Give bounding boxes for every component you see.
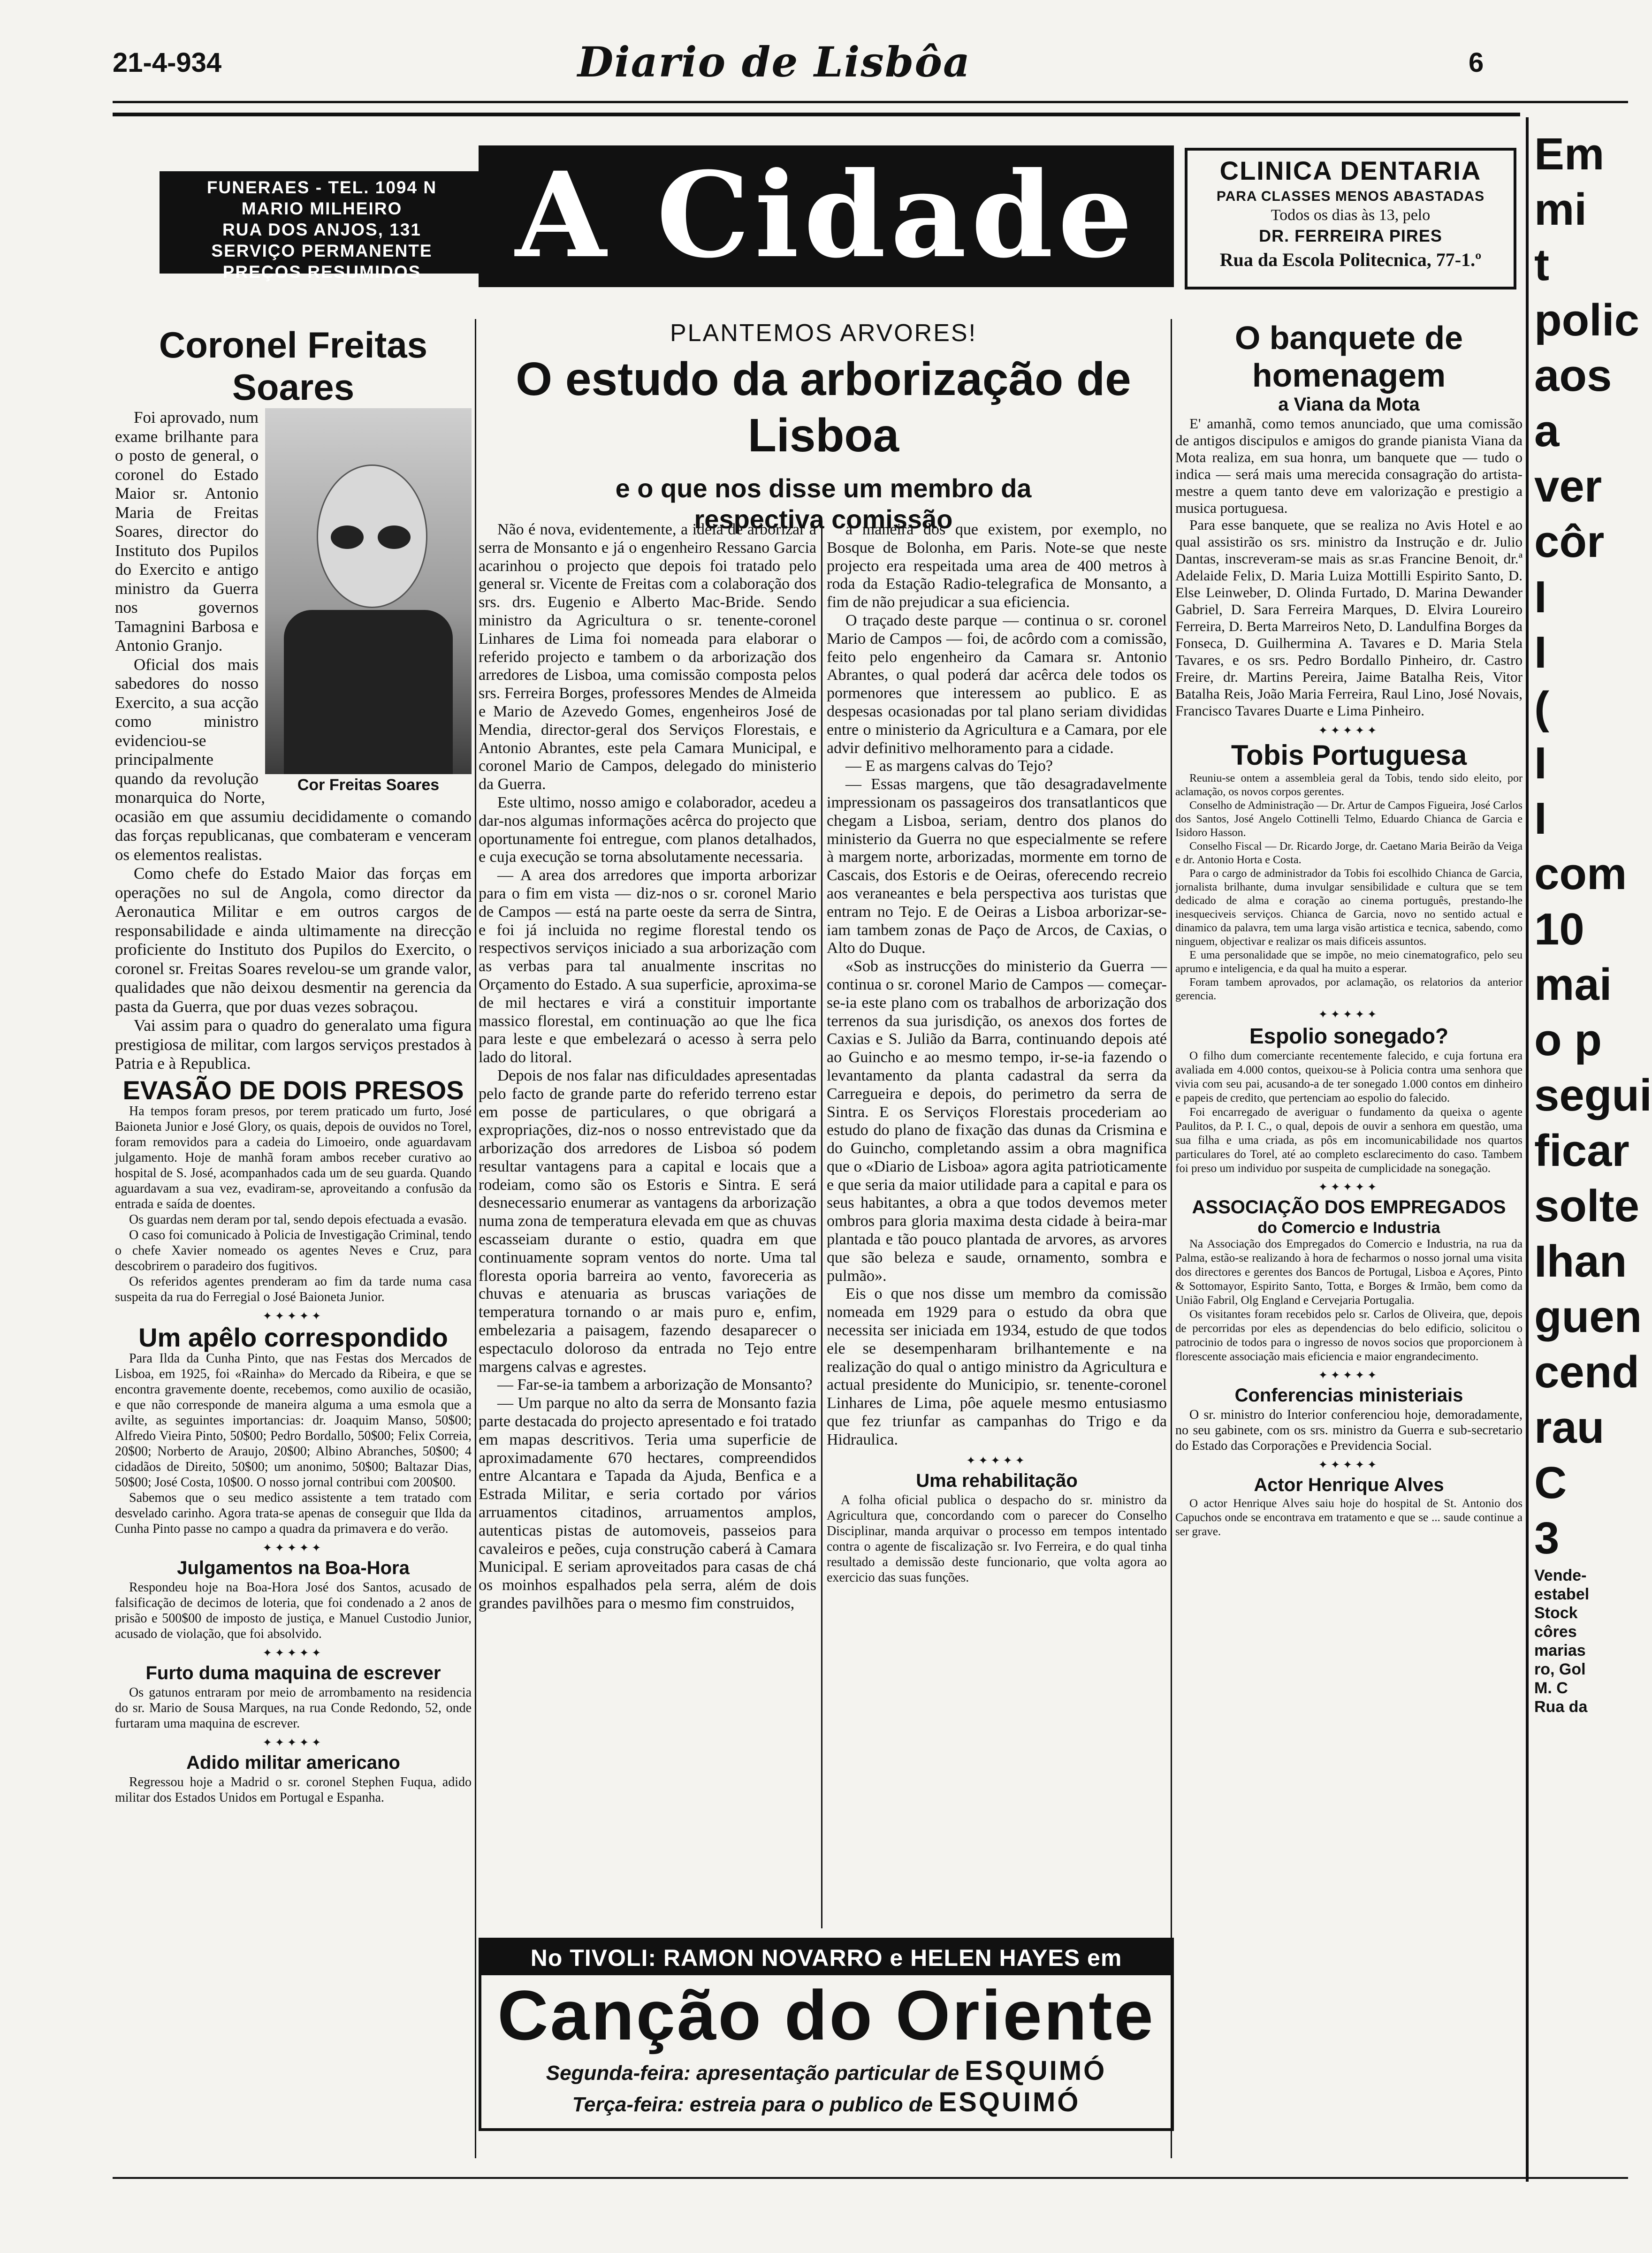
strip-fragment: I — [1534, 793, 1547, 844]
article-body — [827, 521, 1167, 1449]
funeral-ad-line: FUNERAES - TEL. 1094 N — [206, 178, 437, 197]
cinema-ad-text: Terça-feira: estreia para o publico de — [572, 2093, 933, 2116]
strip-fragment: estabel — [1534, 1585, 1590, 1603]
article-headline: Uma rehabilitação — [916, 1470, 1078, 1491]
strip-fragment: mai — [1534, 959, 1612, 1010]
article-kicker: PLANTEMOS ARVORES! — [670, 320, 977, 347]
paragraph: Depois de nos falar nas dificuldades apresentadas pelo facto de grande parte do referido terreno estar em posse de particulares, o que obrigará a expropriações, diz-nos o nosso entrevistado que da arborização dos arredores de Lisboa só podem resultar vantagens para a capital e locais que a rodeiam, como são os Estoris e Sintra. E será desnecessario enumerar as vantagens da arborização numa zona de temperatura elevada em que as chuvas escasseiam durante o estio, quadra em que continuamente sopram ventos do norte. Uma tal floresta oporia barreira ao vento, favoreceria as chuvas e atenuaria as bruscas variações de temperatura tornando o ar mais puro e, enfim, embelezaria a paisagem, fazendo desaparecer o espectaculo doloroso da entrada no Tejo entre margens calvas e agrestes. — [479, 1066, 816, 1376]
paragraph: A folha oficial publica o despacho do sr. ministro da Agricultura que, concordando com o parecer do Conselho Disciplinar, manda arquivar o processo em tempos intentado contra o agente de fiscalização sr. Ivo Ferreira, e do qual tinha resultado a demissão deste funcionario, que volta agora ao exercicio das suas funções. — [827, 1492, 1167, 1585]
strip-fragment: mi — [1534, 184, 1587, 235]
page-number: 6 — [1469, 47, 1484, 78]
article-body — [827, 1492, 1167, 1585]
cinema-ad-title: Canção do Oriente — [497, 1976, 1155, 2055]
paragraph: Para o cargo de administrador da Tobis foi escolhido Chianca de Garcia, jornalista brilhante, duma invulgar sensibilidade e cultura que se tem dedicado de alma e coração ao cinema português, prestando-lhe inesqueciveis serviços. Chianca de Garcia, novo no sentido actual e dinamico da palavra, tem uma larga visão artistica e tecnica, sabendo, como ninguem, objectivar e realizar os mais dificeis assuntos. — [1175, 868, 1523, 948]
article-headline: O estudo da arborização de Lisboa — [516, 353, 1131, 462]
strip-fragment: Em — [1534, 129, 1605, 179]
paragraph: Para Ilda da Cunha Pinto, que nas Festas dos Mercados de Lisboa, em 1925, foi «Rainha» do Mercado da Ribeira, e que se encontra gravemente doente, recebemos, como auxilio de ocasião, e que não corresponde de maneira alguma a uma esmola que a avilte, as seguintes importancias: dr. Joaquim Manso, 50$00; Alfredo Vieira Pinto, 50$00; Pedro Bordallo, 50$00; Felix Correia, 20$00; Norberto de Araujo, 20$00; Albino Abranches, 50$00; 4 cidadãos de Direito, 50$00; um anonimo, 50$00; Baltazar Dias, 50$00; José Costa, 10$00. O nosso jornal contribui com 200$00. — [115, 1351, 472, 1490]
cinema-ad-brand: ESQUIMÓ — [938, 2087, 1081, 2117]
strip-fragment: Ihan — [1534, 1236, 1627, 1286]
article-headline: Adido militar americano — [186, 1752, 400, 1773]
divider: ✦✦✦✦✦ — [1318, 724, 1380, 737]
portrait-glasses — [331, 525, 411, 549]
paragraph: E' amanhã, como temos anunciado, que uma comissão de antigos discipulos e amigos do grande pianista Viana da Mota realiza, em sua honra, um banquete que — tudo o indica — será mais uma merecida consagração do artista-mestre a quem tanto deve em valorização e prestigio a musica portuguesa. — [1175, 415, 1523, 516]
newspaper-title: Diario de Lisbôa — [577, 38, 971, 86]
paragraph: Conselho de Administração — Dr. Artur de Campos Figueira, José Carlos dos Santos, José Angelo Cottinelli Telmo, Eduardo Chianca de Garcia e Isidoro Hasson. — [1175, 799, 1523, 839]
paragraph: Este ultimo, nosso amigo e colaborador, acedeu a dar-nos algumas informações acêrca do projecto que oportunamente foi entregue, com planos detalhados, e cuja execução se torna absolutamente necessaria. — [479, 793, 816, 866]
paragraph: Para esse banquete, que se realiza no Avis Hotel e ao qual assistirão os srs. ministro da Instrução e dr. Julio Dantas, inscreveram-se mais as sr.as Francine Benoit, dr.ª Adelaide Felix, D. Maria Luiza Mottilli Espirito Santo, D. Else Leinweber, D. Olinda Furtado, D. Marina Dewander Gabriel, D. Sara Ferreira Marques, D. Elvira Loureiro Ferreira, D. Berta Marreiros Neto, D. Landulfina Borges da Fonseca, D. Guilhermina A. Tavares e D. Maria Stela Tavares, e os srs. Pedro Bordallo Pinheiro, dr. Castro Freire, dr. Martins Pereira, Jaime Batalha Reis, Vitor Batalha Reis, João Maria Ferreira, Raul Lino, José Novais, Francisco Tavares Duarte e Lima Pinheiro. — [1175, 517, 1523, 719]
portrait-uniform — [284, 610, 453, 774]
article-body — [115, 1774, 472, 1805]
funeral-ad-line: PREÇOS RESUMIDOS — [222, 262, 421, 282]
article-subhead: a Viana da Mota — [1278, 394, 1420, 415]
article-headline: EVASÃO DE DOIS PRESOS — [122, 1075, 464, 1105]
paragraph: Na Associação dos Empregados do Comercio e Industria, na rua da Palma, estão-se realizando à hora de fecharmos o nosso jornal uma visita dos directores e gerentes dos Bancos de Portugal, Lisboa e Açores, Pinto & Sottomayor, Espirito Santo, Totta, e Borges & Irmão, bem como da União Fabril, Olg England e Cervejaria Portugalia. — [1175, 1238, 1523, 1307]
article-body — [479, 521, 816, 1613]
paragraph: à maneira dos que existem, por exemplo, no Bosque de Bolonha, em Paris. Note-se que neste projecto era respeitada uma area de 400 metros à roda da Estação Radio-telegrafica de Monsanto, a fim de não prejudicar a sua eficiencia. — [827, 521, 1167, 611]
strip-fragment: Vende- — [1534, 1567, 1587, 1584]
paragraph: Respondeu hoje na Boa-Hora José dos Santos, acusado de falsificação de decimos de loteria, que foi condenado a 2 anos de prisão e 500$00 de imposto de justiça, e Manuel Custodio Junior, acusado de violação, que foi absolvido. — [115, 1580, 472, 1641]
article-body — [115, 1104, 472, 1305]
article-body — [1175, 1407, 1523, 1454]
column-rule — [821, 521, 822, 1928]
issue-date: 21-4-934 — [113, 47, 222, 78]
photo-caption: Cor Freitas Soares — [297, 776, 440, 794]
paragraph: — Essas margens, que tão desagradavelmente impressionam os passageiros dos transatlanticos que chegam a Lisboa, seriam, dentro dos planos do ministerio da Guerra no que especialmente se refere à margem norte, arborizadas, mormente em torno de Cascais, dos Estoris e de Oeiras, oferecendo recreio aos veraneantes e bela perspectiva aos turistas que entram no Tejo. E de Oeiras a Lisboa arborizar-se-iam tambem zonas de Paço de Arcos, de Caxias, o Alto do Duque. — [827, 776, 1167, 957]
strip-fragment: aos — [1534, 350, 1612, 401]
strip-fragment: I — [1534, 627, 1547, 677]
header-rule — [113, 101, 1628, 103]
center-column-a — [479, 521, 816, 1928]
article-body — [1175, 1049, 1523, 1176]
article-body — [1175, 772, 1523, 1003]
strip-fragment: ro, Gol — [1534, 1660, 1586, 1678]
footer-rule — [113, 2177, 1628, 2179]
paragraph: Os visitantes foram recebidos pelo sr. Carlos de Oliveira, que, depois de percorridas por eles as dependencias do belo edificio, solicitou o patrocinio de todos para o ingresso de novos socios que proporcionem à florescente associação mais eficiencia e maior engrandecimento. — [1175, 1308, 1523, 1363]
article-body — [1175, 1237, 1523, 1364]
paragraph: Regressou hoje a Madrid o sr. coronel Stephen Fuqua, adido militar dos Estados Unidos em Portugal e Espanha. — [115, 1774, 472, 1805]
paragraph: O filho dum comerciante recentemente falecido, e cuja fortuna era avaliada em 4.000 contos, queixou-se à Policia contra uma senhora que vivia com seu pai, acusando-a de ter sonegado 1.000 contos em dinheiro e papeis de credito, que pertenciam ao espolio do falecido. — [1175, 1050, 1523, 1104]
paragraph: — Um parque no alto da serra de Monsanto fazia parte destacada do projecto apresentado e foi tratado em mapas descritivos. Teria uma superficie de aproximadamente 670 hectares, compreendidos entre Alcantara e Tapada da Ajuda, Benfica e a Estrada Militar, e seria cortado por vários arruamentos citadinos, arruamentos amplos, autenticas pistas de automoveis, passeios para cavaleiros e peões, cuja construção caberá à Camara Municipal. E seriam aproveitados para casas de chá os moinhos espalhados pela serra, além de dois grandes pavilhões para o mesmo fim construidos, — [479, 1394, 816, 1613]
strip-fragment: côr — [1534, 517, 1605, 567]
paragraph: O caso foi comunicado à Policia de Investigação Criminal, tendo o chefe Xavier nomeado os agentes Neves e Cruz, para descobrirem o paradeiro dos fugitivos. — [115, 1227, 472, 1273]
article-headline: Actor Henrique Alves — [1254, 1475, 1444, 1495]
funeral-ad-line: MARIO MILHEIRO — [241, 199, 403, 218]
article-body — [115, 1685, 472, 1731]
masthead-text: A Cidade — [515, 146, 1137, 284]
center-column-b — [827, 521, 1167, 1928]
divider: ✦✦✦✦✦ — [262, 1646, 324, 1659]
paragraph: — E as margens calvas do Tejo? — [845, 757, 1053, 775]
strip-fragment: com — [1534, 849, 1627, 899]
article-body — [1175, 415, 1523, 719]
paragraph: E uma personalidade que se impõe, no meio cinematografico, pelo seu aprumo e inteligencia, e da qual ha muito a esperar. — [1175, 949, 1523, 975]
article-headline: Conferencias ministeriais — [1234, 1385, 1463, 1406]
article-body — [115, 1580, 472, 1642]
strip-fragment: segui — [1534, 1070, 1652, 1120]
article-subhead: do Comercio e Industria — [1257, 1219, 1440, 1237]
strip-fragment: o p — [1534, 1015, 1602, 1065]
divider: ✦✦✦✦✦ — [1318, 1180, 1380, 1194]
divider: ✦✦✦✦✦ — [1318, 1369, 1380, 1382]
portrait-photo — [265, 408, 472, 774]
article-headline: Um apêlo correspondido — [138, 1322, 448, 1352]
dental-ad-line: DR. FERREIRA PIRES — [1259, 226, 1442, 245]
paragraph: Sabemos que o seu medico assistente a tem tratado com desvelado carinho. Agora trata-se apenas de conseguir que Ilda da Cunha Pinto passe no campo a quadra da primavera e do verão. — [115, 1490, 472, 1536]
paragraph: — Far-se-ia tambem a arborização de Monsanto? — [497, 1376, 813, 1394]
cinema-ad-text: Segunda-feira: apresentação particular de — [546, 2062, 959, 2085]
dental-ad — [1185, 148, 1516, 289]
article-headline: ASSOCIAÇÃO DOS EMPREGADOS — [1192, 1197, 1506, 1218]
paragraph: O sr. ministro do Interior conferenciou hoje, demoradamente, no seu gabinete, com os srs. ministro da Guerra e sub-secretario do Estado das Corporações e Previdencia Social. — [1175, 1408, 1523, 1453]
paragraph: Os guardas nem deram por tal, sendo depois efectuada a evasão. — [129, 1212, 467, 1227]
dental-ad-line: PARA CLASSES MENOS ABASTADAS — [1216, 189, 1485, 204]
strip-fragment: ver — [1534, 461, 1602, 511]
strip-fragment: t — [1534, 240, 1549, 290]
strip-fragment: M. C — [1534, 1679, 1568, 1697]
paragraph: Eis o que nos disse um membro da comissão nomeada em 1929 para o estudo da obra que necessita ser iniciada em 1934, estudo de que todos ele se desempenharam brilhantemente e na realização do qual o antigo ministro da Agricultura e actual presidente do Municipio, sr. tenente-coronel Linhares de Lima, pôe aquele mesmo entusiasmo que fez triunfar as campanhas do Trigo e da Hidraulica. — [827, 1285, 1167, 1448]
paragraph: Oficial dos mais sabedores do nosso Exercito, a sua acção como ministro evidenciou-se principalmente quando da revolução monarquica do Norte, ocasião em que assumiu decididamente o comando das forças republicanas, que combateram e venceram os elementos realistas. — [115, 655, 472, 864]
paragraph: Não é nova, evidentemente, a ideia de arborizar a serra de Monsanto e já o engenheiro Ressano Garcia acarinhou o projecto que depois foi tratado pelo general sr. Vicente de Freitas com a colaboração dos srs. drs. Eugenio e Alberto Mac-Bride. Sendo ministro da Agricultura o sr. tenente-coronel Linhares de Lima foi nomeada para elaborar o referido projecto e tambem o da arborização dos arredores de Lisboa, uma comissão composta pelos srs. Ferreira Borges, professores Mendes de Almeida e Mario de Azevedo Gomes, engenheiros José de Mendia, director-geral dos Serviços Florestais, e Antonio Abrantes, este pela Camara Municipal, e coronel Mario de Campos, delegado do ministerio da Guerra. — [479, 521, 816, 793]
strip-fragment: solte — [1534, 1181, 1640, 1231]
paragraph: O actor Henrique Alves saiu hoje do hospital de St. Antonio dos Capuchos onde se encontrava em tratamento e que se ... saude continue a ser grave. — [1175, 1497, 1523, 1538]
divider: ✦✦✦✦✦ — [262, 1541, 324, 1554]
section-masthead — [479, 145, 1174, 287]
divider: ✦✦✦✦✦ — [1318, 1458, 1380, 1471]
paragraph: Foi aprovado, num exame brilhante para o posto de general, o coronel do Estado Maior sr. Antonio Maria de Freitas Soares, director do Instituto dos Pupilos do Exercito e antigo ministro da Guerra nos governos Tamagnini Barbosa e Antonio Granjo. — [115, 408, 259, 655]
cinema-ad-brand: ESQUIMÓ — [965, 2055, 1107, 2086]
strip-fragment: rau — [1534, 1402, 1605, 1453]
funeral-ad-line: SERVIÇO PERMANENTE — [211, 241, 433, 260]
strip-fragment: côres — [1534, 1623, 1577, 1641]
article-body — [115, 408, 472, 1073]
strip-fragment: ficar — [1534, 1126, 1629, 1176]
header-rule-thick — [113, 113, 1520, 116]
article-body — [115, 1351, 472, 1537]
strip-fragment: 3 — [1534, 1513, 1560, 1563]
column-rule — [1171, 319, 1172, 2158]
divider: ✦✦✦✦✦ — [262, 1735, 324, 1749]
strip-fragment: Stock — [1534, 1604, 1578, 1622]
dental-ad-title: CLINICA DENTARIA — [1219, 156, 1482, 185]
article-headline: Julgamentos na Boa-Hora — [177, 1557, 410, 1578]
strip-fragment: a — [1534, 406, 1560, 456]
paragraph: Os gatunos entraram por meio de arrombamento na residencia do sr. Mario de Sousa Marques, na rua Conde Redondo, 52, onde furtaram uma maquina de escrever. — [115, 1685, 472, 1731]
dental-ad-address: Rua da Escola Politecnica, 77-1.º — [1219, 249, 1482, 270]
strip-fragment: polic — [1534, 295, 1640, 345]
strip-fragment: 10 — [1534, 904, 1584, 954]
center-headline-block — [479, 319, 1168, 534]
article-headline: O banquete de homenagem — [1234, 320, 1463, 394]
column-rule — [475, 319, 476, 2158]
article-headline: Tobis Portuguesa — [1231, 739, 1467, 771]
strip-fragment: Rua da — [1534, 1698, 1588, 1716]
strip-fragment: I — [1534, 572, 1547, 622]
cinema-ad-venue: No TIVOLI: RAMON NOVARRO e HELEN HAYES em — [481, 1941, 1171, 1975]
divider: ✦✦✦✦✦ — [966, 1454, 1028, 1467]
article-headline: Coronel Freitas Soares — [159, 324, 428, 408]
strip-fragment: marias — [1534, 1642, 1586, 1659]
paragraph: Vai assim para o quadro do generalato uma figura prestigiosa de militar, com largos serviços prestados à Patria e à Republica. — [115, 1016, 472, 1073]
paragraph: Ha tempos foram presos, por terem praticado um furto, José Baioneta Junior e José Glory, os quais, depois de ouvidos no Torel, foram removidos para a cadeia do Limoeiro, onde aguardavam julgamento. Hoje de manhã foram ambos receber curativo ao hospital de S. José, acompanhados cada um de seu guarda. Quando aguardavam a sua vez, evadiram-se, aproveitando a confusão da entrada e saída de doentes. — [115, 1104, 472, 1211]
cinema-ad-line — [481, 2055, 1171, 2086]
paragraph: «Sob as instrucções do ministerio da Guerra — continua o sr. coronel Mario de Campos — começar-se-ia este plano com os trabalhos de arborização dos terrenos da sua jurisdição, os anexos dos fortes de Caxias e S. Julião da Barra, continuando depois até ao Guincho e ao mesmo tempo, ir-se-ia fazendo o levantamento da planta cadastral da serra da Carregueira e depois, do perimetro da serra de Sintra. E os Serviços Florestais procederiam ao estudo do plano de fixação das dunas da Crismina e do Guincho, completando assim a obra magnifica que o «Diario de Lisboa» agora agita patrioticamente e que seria da maior utilidade para a capital e para os seus habitantes, a obra a que todos devemos meter ombros para gloria maxima desta cidade à beira-mar plantada e tão pouco plantada de arvores, as arvores que são beleza e saude, ornamento, sombra e pulmão». — [827, 958, 1167, 1285]
article-body — [1175, 1497, 1523, 1539]
paragraph: Os referidos agentes prenderam ao fim da tarde numa casa suspeita da rua do Ferregial o José Baioneta Junior. — [115, 1274, 472, 1304]
paragraph: O traçado deste parque — continua o sr. coronel Mario de Campos — foi, de acôrdo com a comissão, feito pelo engenheiro da Camara sr. Antonio Abrantes, o qual poderá dar acêrca dele todos os pormenores que interessem ao publico. E as despesas ocasionadas por tal plano seriam divididas entre o ministerio da Agricultura e a Camara, por ele advir definitivo melhoramento para a cidade. — [827, 611, 1167, 757]
article-headline: Espolio sonegado? — [1249, 1024, 1449, 1048]
column-rule — [1526, 117, 1529, 2182]
article-subhead: e o que nos disse um membro da respectiva comissão — [615, 473, 1032, 534]
divider: ✦✦✦✦✦ — [1318, 1008, 1380, 1021]
dental-ad-line: Todos os dias às 13, pelo — [1271, 206, 1431, 224]
paragraph: Foram tambem aprovados, por aclamação, os relatorios da anterior gerencia. — [1175, 976, 1523, 1002]
divider: ✦✦✦✦✦ — [262, 1309, 324, 1323]
cinema-ad — [479, 1938, 1174, 2131]
paragraph: Foi encarregado de averiguar o fundamento da queixa o agente Paulitos, da P. I. C., o qual, depois de ouvir a senhora em questão, uma sua filha e uma criada, as pôs em incomunicabilidade nos quartos particulares do Torel, até ao completo esclarecimento do caso. Tambem foi preso um individuo por suspeita de cumplicidade na sonegação. — [1175, 1106, 1523, 1175]
cinema-ad-line — [481, 2086, 1171, 2118]
adjacent-page-strip — [1534, 127, 1652, 1956]
article-headline: Furto duma maquina de escrever — [145, 1662, 441, 1683]
strip-fragment: C — [1534, 1458, 1567, 1508]
strip-fragment: ( — [1534, 683, 1549, 733]
paragraph: Reuniu-se ontem a assembleia geral da Tobis, tendo sido eleito, por aclamação, os novos corpos gerentes. — [1175, 772, 1523, 798]
right-column — [1175, 319, 1523, 2168]
funeral-ad-line: RUA DOS ANJOS, 131 — [222, 220, 421, 239]
paragraph: Como chefe do Estado Maior das forças em operações no sul de Angola, como director da Aeronautica Militar e em outros cargos de responsabilidade e ainda ultimamente na direcção proficiente do Instituto dos Pupilos do Exercito, o coronel sr. Freitas Soares revelou-se um grande valor, qualidades que não deixou desmentir na gerencia da pasta da Guerra, que por duas vezes sobraçou. — [115, 864, 472, 1016]
funeral-ad — [160, 171, 484, 282]
strip-fragment: guen — [1534, 1292, 1642, 1342]
strip-fragment: I — [1534, 738, 1547, 788]
strip-fragment: cend — [1534, 1347, 1640, 1397]
paragraph: — A area dos arredores que importa arborizar para o fim em vista — diz-nos o sr. coronel Mario de Campos — está na parte oeste da serra de Sintra, e foi já incluida no regime florestal tendo os respectivos serviços iniciado a sua arborização com as verbas para tal anualmente inscritas no Orçamento do Estado. A sua superficie, aproxima-se de mil hectares e virá a constituir importante massico florestal, em continuação ao que lhe fica para leste e que embelezará o acesso à serra pelo lado do litoral. — [479, 867, 816, 1066]
paragraph: Conselho Fiscal — Dr. Ricardo Jorge, dr. Caetano Maria Beirão da Veiga e dr. Antonio Horta e Costa. — [1175, 840, 1523, 866]
left-column — [115, 324, 472, 2168]
